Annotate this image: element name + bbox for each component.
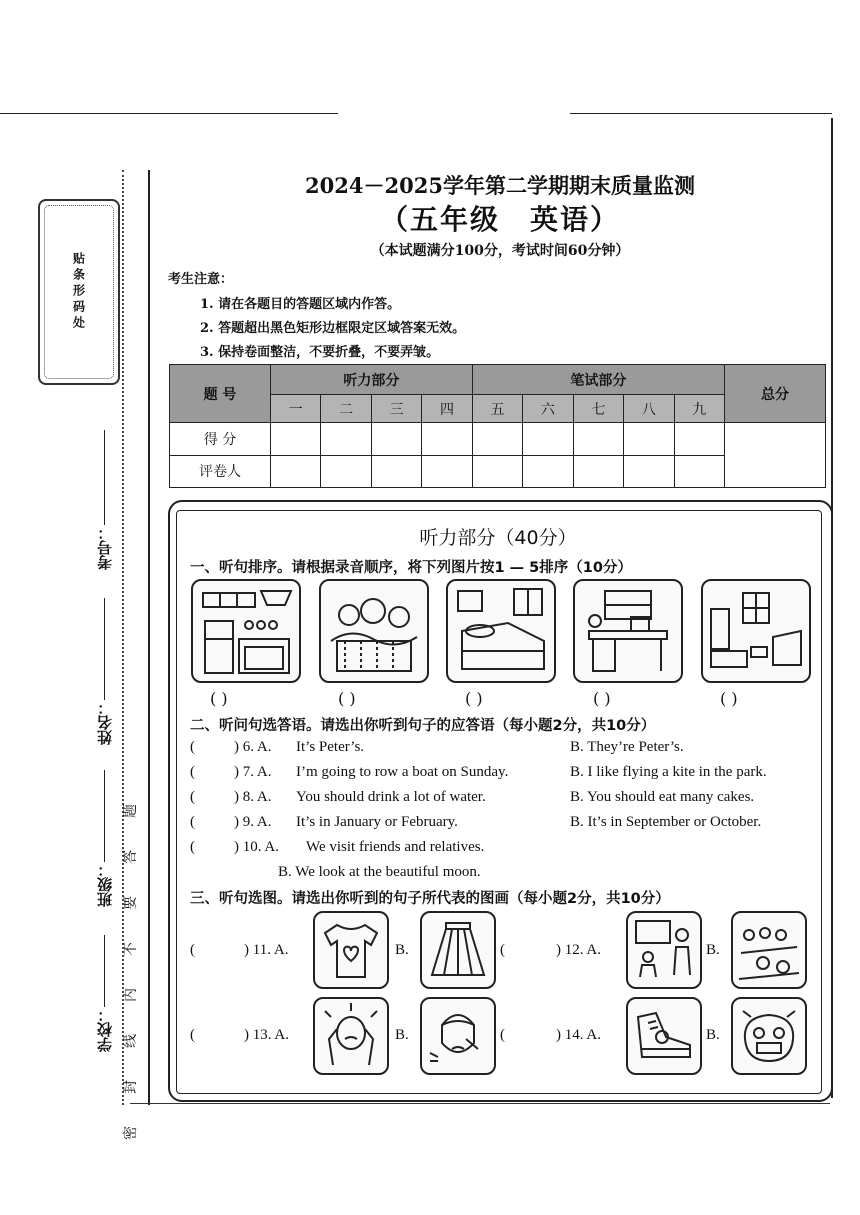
score-cell[interactable]	[271, 423, 321, 455]
option-b: B. We look at the beautiful moon.	[278, 864, 481, 880]
score-cell[interactable]	[371, 423, 421, 455]
notice-item: 1. 请在各题目的答题区域内作答。	[200, 297, 401, 312]
seal-char: 要	[123, 896, 139, 910]
barcode-sticker-area	[38, 199, 120, 385]
listening-title: 听力部分（40分）	[419, 527, 577, 549]
exam-info: （本试题满分100分，考试时间60分钟）	[370, 243, 630, 259]
question-number: ) 8. A.	[234, 789, 272, 805]
question-number: ) 7. A.	[234, 764, 272, 780]
notice-item: 2. 答题超出黑色矩形边框限定区域答案无效。	[200, 321, 466, 336]
field-label: 学校：	[96, 1007, 114, 1052]
garden-picture	[319, 579, 429, 683]
option-a: You should drink a lot of water.	[296, 789, 486, 805]
total-header: 总分	[725, 365, 826, 423]
question-number: ) 10. A.	[234, 839, 279, 855]
score-cell[interactable]	[422, 423, 472, 455]
field-exam-number[interactable]	[94, 430, 115, 570]
row-label-grader: 评卷人	[170, 455, 271, 487]
option-b: B. It’s in September or October.	[570, 814, 762, 830]
grader-cell[interactable]	[523, 455, 573, 487]
total-score-cell[interactable]	[725, 423, 826, 488]
score-cell[interactable]	[573, 423, 623, 455]
score-cell[interactable]	[472, 423, 522, 455]
kitchen-picture	[191, 579, 301, 683]
question-number: 七	[573, 395, 623, 423]
left-binding-line	[148, 170, 150, 1105]
notice-heading: 考生注意：	[168, 272, 234, 287]
study-picture	[573, 579, 683, 683]
seal-char: 封	[123, 1080, 139, 1094]
option-b: B. You should eat many cakes.	[570, 789, 755, 805]
item-label: ) 12. A.	[556, 942, 601, 958]
seal-char: 题	[123, 804, 139, 818]
field-label: 班级：	[96, 862, 114, 907]
option-b: B. They’re Peter’s.	[570, 739, 684, 755]
question-number: 二	[321, 395, 371, 423]
living-room-picture	[701, 579, 811, 683]
field-name[interactable]	[94, 598, 115, 745]
option-b: B. I like flying a kite in the park.	[570, 764, 767, 780]
part1-heading: 一、听句排序。请根据录音顺序，将下列图片按1 — 5排序（10分）	[190, 560, 632, 576]
sticker-label: 贴条形码处	[71, 252, 86, 332]
order-answer-blank[interactable]: ( )	[338, 689, 356, 708]
score-cell[interactable]	[624, 423, 674, 455]
grader-cell[interactable]	[422, 455, 472, 487]
item-label: ) 14. A.	[556, 1027, 601, 1043]
answer-open-paren[interactable]: (	[190, 1027, 195, 1043]
question-number: 八	[624, 395, 674, 423]
field-class[interactable]	[94, 770, 115, 907]
classroom-icon[interactable]	[626, 911, 702, 989]
item-label: ) 11. A.	[244, 942, 289, 958]
seal-char: 不	[123, 942, 139, 956]
score-cell[interactable]	[523, 423, 573, 455]
grader-cell[interactable]	[371, 455, 421, 487]
answer-open-paren[interactable]: (	[500, 1027, 505, 1043]
order-answer-blank[interactable]: ( )	[465, 689, 483, 708]
top-rule-left	[0, 113, 338, 114]
answer-open-paren[interactable]: (	[190, 942, 195, 958]
grader-cell[interactable]	[321, 455, 371, 487]
option-a: I’m going to row a boat on Sunday.	[296, 764, 509, 780]
answer-open-paren[interactable]: (	[190, 839, 195, 855]
grader-cell[interactable]	[573, 455, 623, 487]
t-shirt-icon[interactable]	[313, 911, 389, 989]
answer-open-paren[interactable]: (	[190, 764, 195, 780]
field-label: 姓名：	[96, 700, 114, 745]
score-cell[interactable]	[321, 423, 371, 455]
answer-open-paren[interactable]: (	[190, 739, 195, 755]
answer-open-paren[interactable]: (	[500, 942, 505, 958]
question-number: 一	[271, 395, 321, 423]
grader-cell[interactable]	[472, 455, 522, 487]
answer-open-paren[interactable]: (	[190, 814, 195, 830]
exam-title: 2024－2025学年第二学期期末质量监测	[305, 173, 695, 198]
skirt-icon[interactable]	[420, 911, 496, 989]
question-number: 六	[523, 395, 573, 423]
option-a: It’s Peter’s.	[296, 739, 365, 755]
bedroom-picture	[446, 579, 556, 683]
answer-open-paren[interactable]: (	[190, 789, 195, 805]
students-icon[interactable]	[731, 911, 807, 989]
part3-heading: 三、听句选图。请选出你听到的句子所代表的图画（每小题2分，共10分）	[190, 891, 670, 907]
part2-heading: 二、听问句选答语。请选出你听到句子的应答语（每小题2分，共10分）	[190, 718, 656, 734]
sneaker-icon[interactable]	[626, 997, 702, 1075]
option-b-label: B.	[395, 942, 409, 958]
question-number: 九	[674, 395, 725, 423]
top-rule-right	[570, 113, 832, 114]
option-b-label: B.	[706, 1027, 720, 1043]
question-number: 四	[422, 395, 472, 423]
question-number: 三	[371, 395, 421, 423]
col-header: 题 号	[170, 365, 271, 423]
question-number: ) 6. A.	[234, 739, 272, 755]
headache-icon[interactable]	[313, 997, 389, 1075]
seal-char: 密	[123, 1126, 139, 1140]
row-label-score: 得 分	[170, 423, 271, 455]
seal-char: 内	[123, 988, 139, 1002]
notice-item: 3. 保持卷面整洁，不要折叠，不要弄皱。	[200, 345, 440, 360]
writing-header: 笔试部分	[472, 365, 724, 395]
listening-header: 听力部分	[271, 365, 473, 395]
field-label: 考号：	[96, 525, 114, 570]
option-a: It’s in January or February.	[296, 814, 458, 830]
seal-line-warning	[120, 788, 142, 1156]
exam-subtitle: （五年级 英语）	[379, 203, 620, 236]
seal-char: 答	[123, 850, 139, 864]
option-b-label: B.	[706, 942, 720, 958]
order-answer-blank[interactable]: ( )	[210, 689, 228, 708]
seal-char: 线	[123, 1034, 139, 1048]
toothache-icon[interactable]	[420, 997, 496, 1075]
option-b-label: B.	[395, 1027, 409, 1043]
order-answer-blank[interactable]: ( )	[720, 689, 738, 708]
item-label: ) 13. A.	[244, 1027, 289, 1043]
score-cell[interactable]	[674, 423, 725, 455]
question-number: 五	[472, 395, 522, 423]
bottom-rule	[130, 1103, 830, 1104]
option-a: We visit friends and relatives.	[306, 839, 485, 855]
lion-dance-icon[interactable]	[731, 997, 807, 1075]
order-answer-blank[interactable]: ( )	[593, 689, 611, 708]
grader-cell[interactable]	[674, 455, 725, 487]
grader-cell[interactable]	[624, 455, 674, 487]
grader-cell[interactable]	[271, 455, 321, 487]
question-number: ) 9. A.	[234, 814, 272, 830]
score-table	[169, 364, 826, 488]
